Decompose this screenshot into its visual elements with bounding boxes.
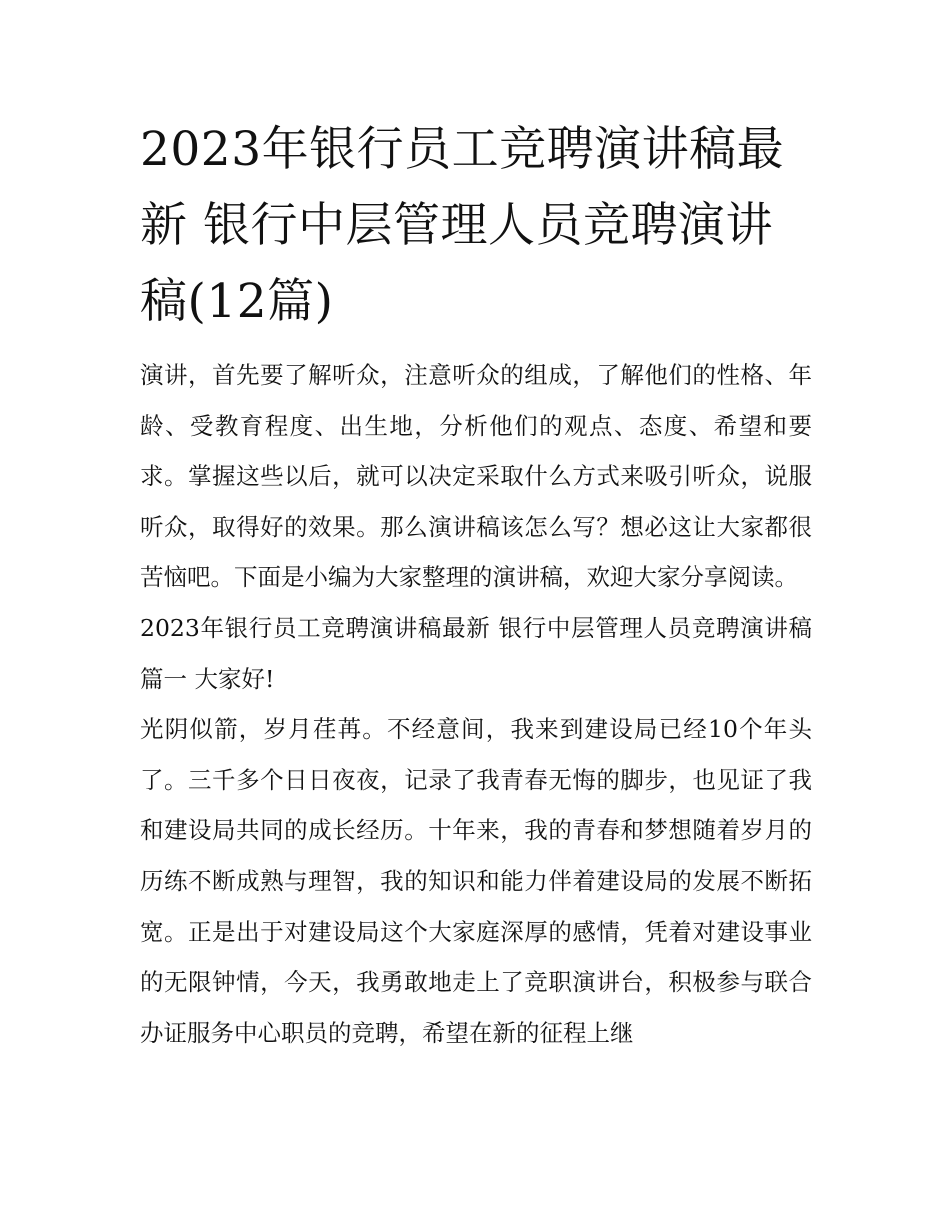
- section-heading-paragraph: 2023年银行员工竞聘演讲稿最新 银行中层管理人员竞聘演讲稿篇一 大家好!: [140, 613, 812, 693]
- document-page: [140, 112, 812, 1058]
- intro-paragraph: 演讲，首先要了解听众，注意听众的组成，了解他们的性格、年龄、受教育程度、出生地，分析他们的观点、态度、希望和要求。掌握这些以后，就可以决定采取什么方式来吸引听众，说服听众，取得好的效果。那么演讲稿该怎么写？想必这让大家都很苦恼吧。下面是小编为大家整理的演讲稿，欢迎大家分享阅读。: [140, 361, 812, 592]
- speech-paragraph: 光阴似箭，岁月荏苒。不经意间，我来到建设局已经10个年头了。三千多个日日夜夜，记录了我青春无悔的脚步，也见证了我和建设局共同的成长经历。十年来，我的青春和梦想随着岁月的历练不断成熟与理智，我的知识和能力伴着建设局的发展不断拓宽。正是出于对建设局这个大家庭深厚的感情，凭着对建设事业的无限钟情，今天，我勇敢地走上了竞职演讲台，积极参与联合办证服务中心职员的竞聘，希望在新的征程上继: [140, 715, 812, 1047]
- document-body: [140, 350, 812, 1058]
- document-title: 2023年银行员工竞聘演讲稿最新 银行中层管理人员竞聘演讲稿(12篇): [140, 122, 785, 329]
